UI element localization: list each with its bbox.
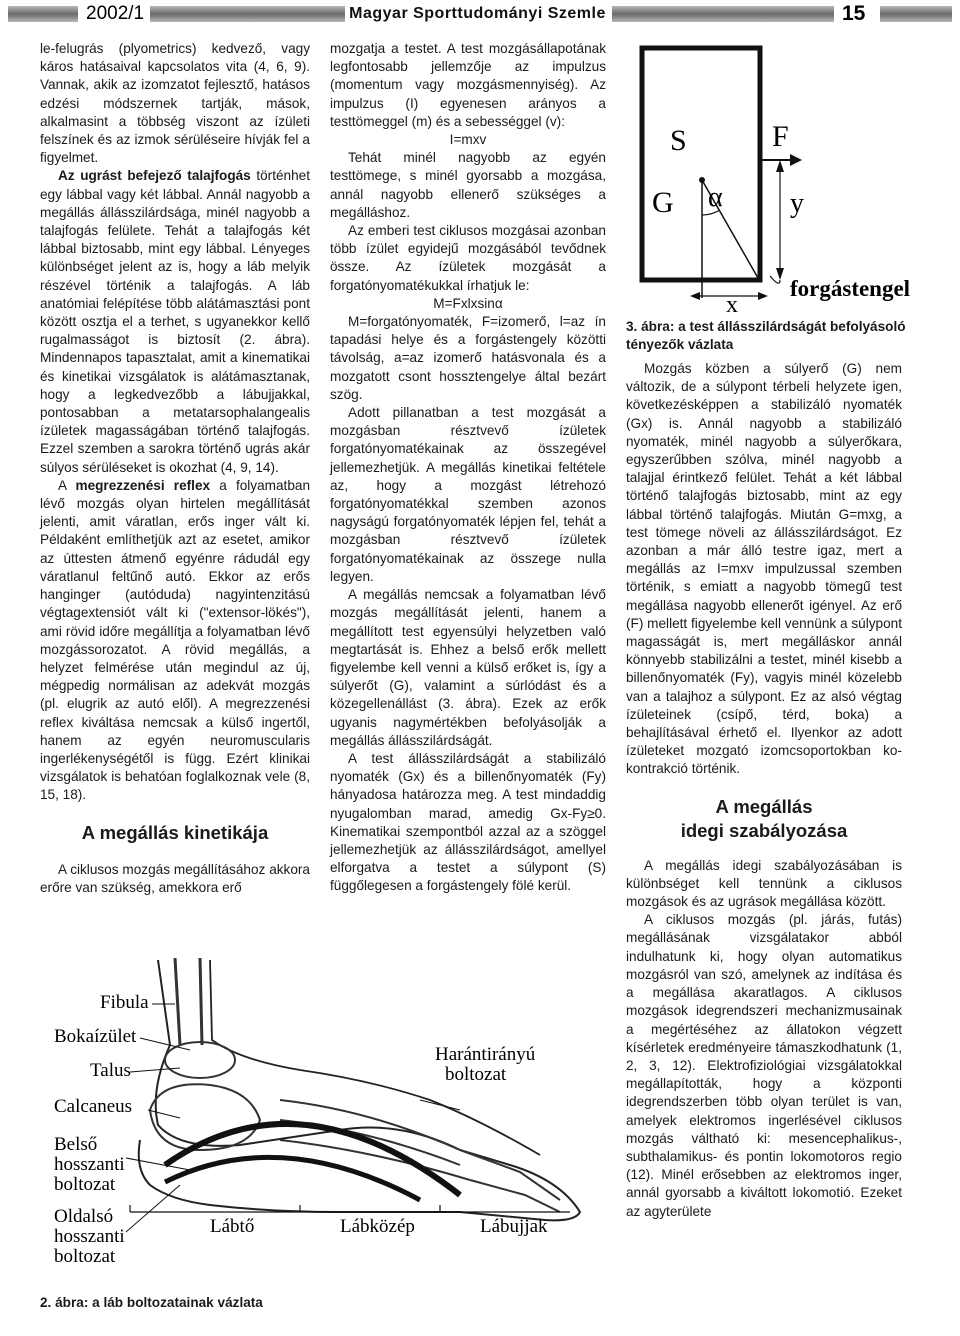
height-arrowhead-top — [776, 160, 784, 172]
figure-2-caption: 2. ábra: a láb boltozatainak vázlata — [40, 1295, 263, 1310]
paragraph-text: történhet egy lábbal vagy két lábbal. Annál nagyobb a megállás állásszilárdsága, minél nagyobb a talajfogás felülete. Tehát a talajfogás két lábbal biztosabb, mint egy lábbal. Lényeges különbséget jelent az is, hogy a láb melyik részével történik a talajfogás. A láb anatómiai felépítése több alátámasztási pont között osztja el a terhet, s ugyanekkor kellő rugalmasságot is biztosít (2. ábra). Mindennapos tapasztalat, amit a kinematikai és kinetikai vizsgálatok is alátámasztanak, hogy a legkedvezőbb a lábujjakkal, pontosabban a metatarsophalangealis ízületek magasságában történő talajfogás. Ezzel szemben a sarokra történő ugrás akár súlyos sérüléseket is okozhat (4, 9, 14). — [40, 168, 310, 475]
paragraph: Mozgás közben a súlyerő (G) nem változik, de a súlypont térbeli helyzete igen, következésképpen a stabilizáló nyomaték (Gx) is. Annál nagyobb a stabilizáló nyomaték, minél nagyobb a súlyerőkara, egyszerűbben szólva, minél nagyobb a talajjal érintkező felület. Tehát a két lábbal történő talajfogás biztosabb, mint az egy lábbal történő talajfogás. Miután G=mxg, a test tömege növeli az állásszilárdságot. Ez azonban a már álló testre igaz, mert a megállás az I=mxv impulzussal szemben történik, s emiatt a nagyobb tömegű test megállása nagyobb ellenerőt igényel. Az erő (F) mellett figyelembe kell vennünk a súlypont magasságát is, mert megálláskor annál könnyebb stabilizálni a testet, minél kisebb a billenőnyomaték (Fy), vagyis minél közelebb van a talajhoz a súlypont. Ez az alsó végtag ízületeinek (csípő, térd, boka) a behajlításával érhető el. Ilyenkor az adott ízületeket mozgató izomcsoportokban ko-kontrakció történik. — [626, 361, 902, 777]
talus-bone — [165, 1042, 235, 1078]
section-title-line: A megállás — [715, 795, 813, 817]
issue-label: 2002/1 — [86, 3, 145, 24]
force-arrowhead — [790, 154, 802, 166]
leader-line — [126, 1185, 180, 1232]
section-title-line: idegi szabályozása — [680, 819, 848, 841]
phalanx-bone — [470, 1180, 560, 1212]
lateral-arch-curve — [165, 1157, 420, 1200]
label-harantirany-1: Harántirányú — [435, 1044, 536, 1065]
paragraph — [40, 477, 310, 805]
paragraph: A megállás idegi szabályozásában is különbséget kell tennünk a ciklusos mozgások és az ugrások megállása között. — [626, 857, 902, 910]
paragraph: mozgatja a testet. A test mozgásállapotának legfontosabb jellemzője az impulzus (momentum vagy mozgásmennyiség). Az impulzus (I) egyenesen arányos a testtömeggel (m) és a sebességgel (v): — [330, 41, 606, 129]
leader-line — [148, 1110, 180, 1118]
header-bar-middle-left — [150, 6, 345, 22]
label-belso-1: Belső — [54, 1134, 98, 1155]
figure-3-caption: 3. ábra: a test állásszilárdságát befolyásoló tényezők vázlata — [626, 319, 906, 352]
label-belso-2: hosszanti — [54, 1154, 125, 1175]
paragraph: A test állásszilárdságát a stabilizáló nyomaték (Gx) és a billenőnyomaték (Fy) hányadosa határozza meg. A test mindaddig nyugalomban marad, amedig Gx-Fy≥0. Kinematikai szempontból azzal az a szöggel jellemezhetjük az állásszilárdságot, amellyel elforgatva a testet a súlypont (S) függőlegesen a forgástengely fölé kerül. — [330, 750, 606, 894]
paragraph: A megállás nemcsak a folyamatban lévő mozgás megállítását jelenti, hanem a megállított test egyensúlyi helyzetben való megtartását is. Ehhez a belső erők mellett figyelembe kell venni a külső erőket is, így a súlyerőt (G), valamint a súrlódást és a közegellenállást (3. ábra). Ezek az erők ugyanis nagymértékben befolyásolják a megállás állásszilárdságát. — [330, 587, 606, 748]
fibula-bone — [175, 958, 180, 1045]
label-bokaizulet: Bokaízület — [54, 1026, 137, 1047]
header-bar-middle-right — [612, 6, 834, 22]
paragraph: A ciklusos mozgás (pl. járás, futás) megállásának vizsgálatakor abból indulhatunk ki, hogy olyan automatikus mozgásról van szó, amelynek az indítása és a megállása akaratlagos. A ciklusos mozgások idegrendszeri mechanizmusainak a megértéséhez az állatokon végzett kísérletek eredményeire támaszkodhatunk (1, 2, 3, 12). Elektrofiziológiai vizsgálatokkal megállapították, hogy a központi idegrendszerben több olyan terület is van, amelyek elektromos ingerlésével ciklusos mozgás váltható ki: mesencephalikus-, subthalamikus- és pontin lokomotoros regio (12). Minél erősebben az elektromos inger, annál gyorsabb a kiváltott lokomotió. Ezeket az agyterülete — [626, 912, 902, 1219]
paragraph: Tehát minél nagyobb az egyén testtömege, s minél gyorsabb a mozgása, annál nagyobb ellenerő szükséges a megálláshoz. — [330, 150, 606, 220]
foot-outline — [139, 960, 580, 1220]
tibia-bone — [200, 958, 202, 1045]
label-oldalso-1: Oldalsó — [54, 1206, 114, 1227]
label-f: F — [772, 120, 789, 153]
phalanx-bone — [460, 1150, 560, 1200]
label-s: S — [670, 124, 687, 157]
section-title — [626, 795, 902, 843]
height-arrowhead-bottom — [776, 268, 784, 280]
paragraph-text: a folyamatban lévő mozgás olyan hirtelen megállítását jelenti, amit váratlan, erős inger vált ki. Példaként említhetjük azt az esetet, amikor az úttesten átmenő egyénre rádudál egy váratlanul feltűnő autó. Ekkor az erős hanginger (autóduda) nagyintenzitású végtagextensiót vált ki ("extensor-lökés"), ami rövid időre megállítja a folyamatban lévő mozgássorozatot. A rövid megállás, a helyzet felmérése után megindul az új, mégpedig normálisan az adekvát mozgás (pl. elugrik az autó elől). A megrezzenési reflex kiváltása nemcsak a külső ingertől, hanem az egyén neuromuscularis ingerlékenységétől is függ. Ezért klinikai vizsgálatok is behatóan foglalkoznak vele (8, 15, 18). — [40, 477, 311, 803]
label-oldalso-2: hosszanti — [54, 1226, 125, 1247]
label-alpha: α — [708, 182, 723, 213]
label-labujjak: Lábujjak — [480, 1216, 548, 1237]
figure-2 — [40, 950, 600, 1290]
label-x: x — [726, 292, 738, 315]
figure-3 — [630, 40, 910, 315]
label-calcaneus: Calcaneus — [54, 1096, 133, 1117]
body-rectangle — [642, 48, 760, 280]
paragraph: M=forgatónyomaték, F=izomerő, l=az ín tapadási helye és a forgástengely közötti távolság, a=az izomerő hatásvonala és a mozgatott csont hossztengelye által bezárt szög. — [330, 314, 606, 402]
formula-impulse: I=mxv — [449, 132, 487, 148]
page-header — [0, 0, 960, 28]
label-labkozep: Lábközép — [340, 1216, 415, 1237]
column-2 — [330, 40, 606, 896]
page-number: 15 — [842, 2, 866, 25]
center-of-mass-dot — [699, 177, 705, 183]
bold-term: Az ugrást befejező talajfogás — [58, 168, 251, 184]
label-talus: Talus — [90, 1060, 131, 1081]
label-harantirany-2: boltozat — [445, 1064, 507, 1085]
label-oldalso-3: boltozat — [54, 1246, 116, 1267]
paragraph: le-felugrás (plyometrics) kedvező, vagy káros hatásaival kapcsolatos vita (4, 6, 9). Vannak, akik az izomzatot fejlesztő, hatásos edzési módszernek tartják, mások, alkalmasint a többség viszont az ízületi felszínek és az izmok sérüléseire hívják fel a figyelmet. — [40, 41, 310, 166]
paragraph: A ciklusos mozgás megállításához akkora erőre van szükség, amekkora erő — [40, 861, 310, 895]
width-arrowhead-left — [690, 292, 700, 300]
paragraph-text: A — [58, 477, 76, 493]
header-bar-right — [880, 6, 952, 22]
formula-torque: M=Fxlxsinα — [433, 295, 503, 311]
foot-arch-diagram — [40, 950, 600, 1290]
header-bar-left — [8, 6, 78, 22]
label-y: y — [790, 188, 804, 219]
column-3 — [626, 360, 902, 1221]
leader-line — [126, 1158, 190, 1170]
column-1 — [40, 40, 310, 897]
label-fibula: Fibula — [100, 992, 149, 1013]
label-labto: Lábtő — [210, 1216, 255, 1237]
bold-term: megrezzenési reflex — [75, 477, 211, 493]
paragraph: Adott pillanatban a test mozgását a mozgásban résztvevő ízületek forgatónyomatékainak az összegével jellemezhetjük. A megállás kinetikai feltétele az, hogy a mozgást létrehozó forgatónyomatékkal szemben azonos nagyságú forgatónyomaték lépjen fel, tehát a mozgásban résztvevő ízületek forgatónyomatékainak az összege nulla legyen. — [330, 405, 606, 584]
leader-line — [420, 1100, 460, 1110]
section-title: A megállás kinetikája — [81, 821, 269, 843]
axis-pointer — [770, 276, 780, 283]
width-arrowhead-right — [758, 292, 768, 300]
label-axis: forgástengely — [790, 276, 910, 301]
label-g: G — [652, 186, 674, 219]
journal-title: Magyar Sporttudományi Szemle — [349, 5, 606, 22]
paragraph — [40, 167, 310, 476]
paragraph: Az emberi test ciklusos mozgásai azonban több ízület egyidejű mozgásából tevődnek össze. Az ízületek mozgását a forgatónyomatékukkal írhatjuk le: — [330, 223, 606, 293]
stability-diagram — [630, 40, 910, 315]
label-belso-3: boltozat — [54, 1174, 116, 1195]
